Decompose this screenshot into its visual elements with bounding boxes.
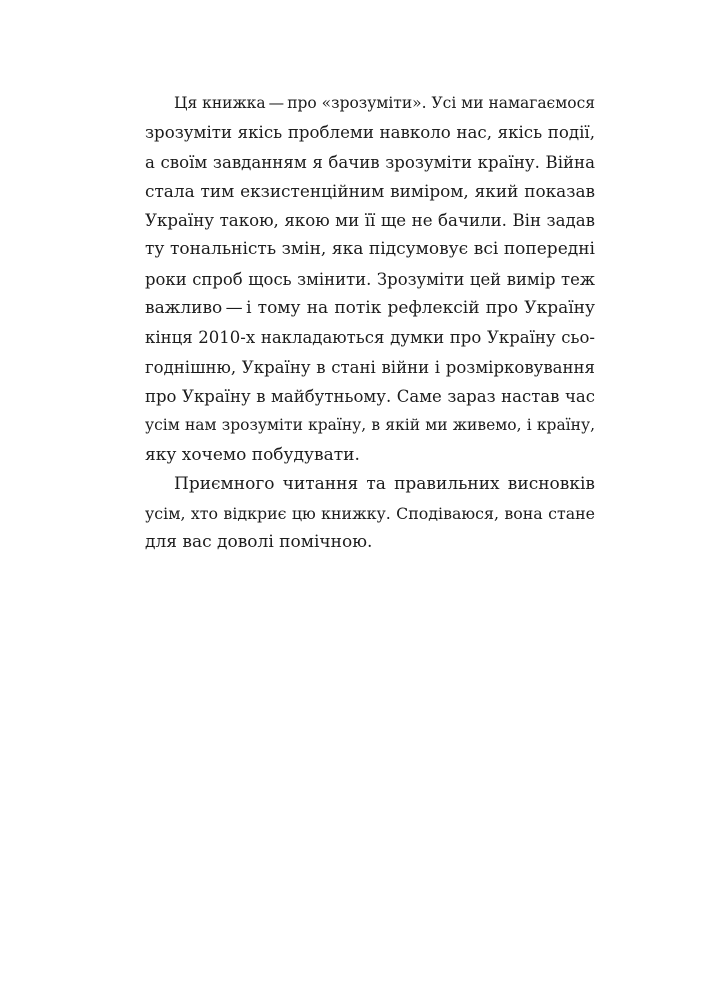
paragraph-1 (145, 89, 595, 470)
text-line: кінця 2010-х накладаються думки про Україну сьо- (145, 328, 595, 348)
text-line: яку хочемо побудувати. (145, 444, 360, 465)
paragraph-2 (145, 470, 595, 558)
text-line: важливо — і тому на потік рефлексій про Україну (145, 298, 595, 319)
text-block (145, 89, 595, 558)
text-line: для вас доволі помічною. (145, 532, 373, 553)
text-line: про Україну в майбутньому. Саме зараз настав час (145, 386, 595, 406)
text-line: усім нам зрозуміти країну, в якій ми живемо, і країну, (145, 416, 595, 435)
text-line: зрозуміти якісь проблеми навколо нас, якісь події, (145, 123, 595, 143)
text-line: Ця книжка — про «зрозуміти». Усі ми намагаємося (174, 94, 595, 112)
text-line: годнішню, Україну в стані війни і розмірковування (145, 357, 595, 377)
text-line: усім, хто відкриє цю книжку. Сподіваюся, вона стане (145, 504, 595, 524)
text-line: а своїм завданням я бачив зрозуміти країну. Війна (145, 152, 595, 172)
text-line: стала тим екзистенційним виміром, який показав (145, 180, 595, 201)
text-line: Приємного читання та правильних висновків (174, 473, 595, 494)
text-line: ту тональність змін, яка підсумовує всі попередні (145, 239, 595, 260)
text-line: роки спроб щось змінити. Зрозуміти цей вимір теж (145, 269, 595, 289)
text-line: Україну такою, якою ми її ще не бачили. Він задав (145, 211, 595, 231)
